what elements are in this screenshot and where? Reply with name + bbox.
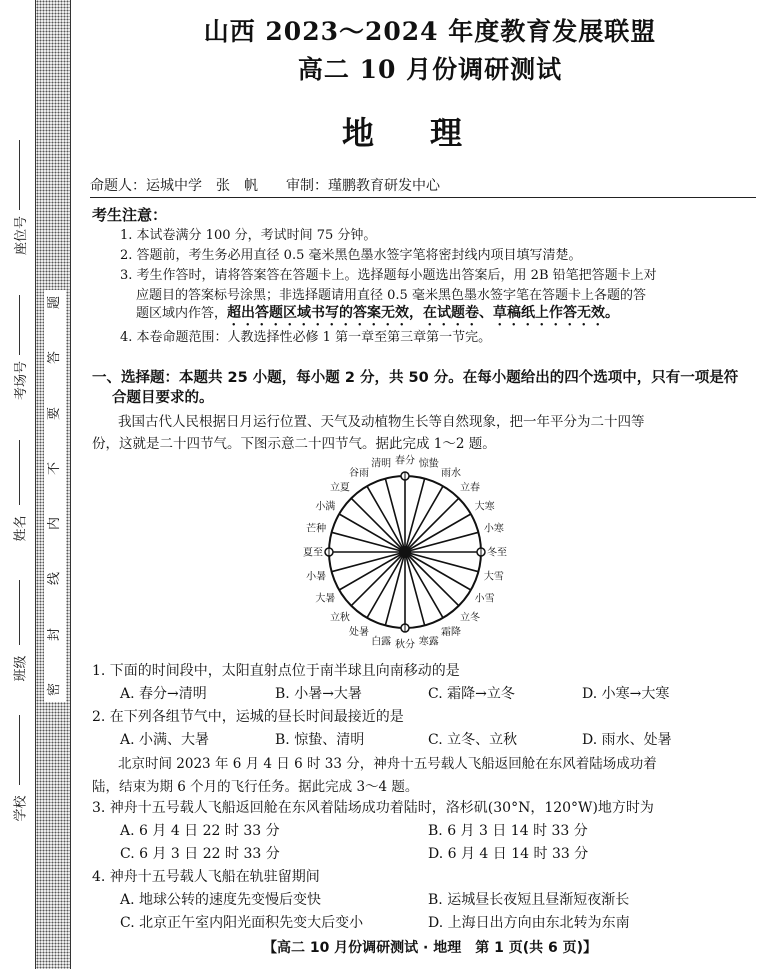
question-1-stem: 1. 下面的时间段中，太阳直射点位于南半球且向南移动的是 bbox=[92, 663, 460, 679]
author-line: 命题人：运城中学 张 帆 审制：瑾鹏教育研发中心 bbox=[90, 178, 440, 194]
question-4-option-a[interactable]: A. 地球公转的速度先变慢后变快 bbox=[120, 892, 322, 908]
seat-number-field[interactable] bbox=[8, 140, 30, 261]
term-label: 霜降 bbox=[441, 627, 461, 639]
term-label: 雨水 bbox=[441, 467, 461, 479]
question-4-option-c[interactable]: C. 北京正午室内阳光面积先变大后变小 bbox=[120, 915, 364, 931]
page-footer: 【高二 10 月份调研测试 · 地理 第 1 页(共 6 页)】 bbox=[262, 940, 598, 956]
question-2-stem: 2. 在下列各组节气中，运城的昼长时间最接近的是 bbox=[92, 709, 404, 725]
term-label: 秋分 bbox=[395, 639, 415, 651]
term-label: 小暑 bbox=[306, 571, 327, 583]
name-field[interactable] bbox=[8, 440, 30, 552]
question-2-option-d[interactable]: D. 雨水、处暑 bbox=[582, 732, 672, 748]
notice-emphasis: 超出答题区域书写的答案无效，在试题卷、草稿纸上作答无效。 bbox=[227, 305, 620, 321]
notice-item-continued bbox=[136, 302, 619, 329]
term-label: 夏至 bbox=[303, 547, 323, 559]
term-label: 大暑 bbox=[315, 593, 336, 605]
subject-title: 地理 bbox=[341, 114, 518, 152]
question-3-option-b[interactable]: B. 6 月 3 日 14 时 33 分 bbox=[428, 823, 588, 839]
notice-item: 4. 本卷命题范围：人教选择性必修 1 第一章至第三章第一节完。 bbox=[120, 330, 492, 345]
term-label: 小寒 bbox=[483, 523, 504, 535]
term-label: 大寒 bbox=[474, 501, 495, 513]
term-label: 寒露 bbox=[418, 636, 439, 648]
question-1-option-c[interactable]: C. 霜降→立冬 bbox=[428, 686, 515, 702]
term-label: 小雪 bbox=[474, 593, 495, 605]
term-spoke bbox=[385, 479, 405, 552]
question-1-option-a[interactable]: A. 春分→清明 bbox=[120, 686, 207, 702]
term-label: 春分 bbox=[395, 455, 415, 467]
sun-center bbox=[399, 546, 411, 558]
notice-item: 3. 考生作答时，请将答案答在答题卡上。选择题每小题选出答案后，用 2B 铅笔把答题卡上对 bbox=[120, 268, 657, 283]
passage-2: 陆，结束为期 6 个月的飞行任务。据此完成 3～4 题。 bbox=[92, 779, 419, 795]
term-label: 立春 bbox=[460, 482, 481, 494]
exam-subtitle: 高二 10 月份调研测试 bbox=[297, 55, 563, 84]
seal-char: 不 bbox=[47, 461, 63, 475]
question-4-option-b[interactable]: B. 运城昼长夜短且昼渐短夜渐长 bbox=[428, 892, 630, 908]
term-spoke bbox=[332, 532, 405, 552]
seal-warning bbox=[44, 290, 66, 702]
term-label: 处暑 bbox=[349, 627, 369, 639]
term-label: 立夏 bbox=[329, 482, 350, 494]
notice-item: 2. 答题前，考生务必用直径 0.5 毫米黑色墨水签字笔将密封线内项目填写清楚。 bbox=[120, 248, 582, 263]
question-1-option-b[interactable]: B. 小暑→大暑 bbox=[275, 686, 362, 702]
question-2-option-a[interactable]: A. 小满、大暑 bbox=[120, 732, 210, 748]
question-2-option-c[interactable]: C. 立冬、立秋 bbox=[428, 732, 518, 748]
exam-room-label: 考场号 bbox=[13, 360, 29, 401]
notice-text: 题区域内作答， bbox=[136, 306, 228, 321]
school-label: 学校 bbox=[13, 795, 29, 822]
question-1-option-d[interactable]: D. 小寒→大寒 bbox=[582, 686, 670, 702]
binding-line-right bbox=[70, 0, 71, 969]
seal-char: 密 bbox=[47, 682, 63, 696]
header-divider bbox=[90, 197, 756, 198]
seal-char: 题 bbox=[47, 295, 63, 310]
term-spoke bbox=[405, 479, 425, 552]
seat-number-label: 座位号 bbox=[13, 215, 29, 256]
term-spoke bbox=[332, 552, 405, 572]
seal-char: 内 bbox=[47, 517, 63, 531]
passage-2: 北京时间 2023 年 6 月 4 日 6 时 33 分，神舟十五号载人飞船返回舱在东风着陆场成功着 bbox=[118, 756, 657, 772]
exam-title: 山西 2023～2024 年度教育发展联盟 bbox=[203, 17, 657, 46]
notice-title: 考生注意： bbox=[92, 206, 168, 224]
term-label: 白露 bbox=[371, 636, 392, 648]
section-heading-continued: 合题目要求的。 bbox=[112, 390, 214, 406]
name-label: 姓名 bbox=[13, 515, 29, 542]
exam-room-field[interactable] bbox=[8, 295, 30, 406]
notice-item-continued: 应题目的答案标号涂黑；非选择题请用直径 0.5 毫米黑色墨水签字笔在答题卡上各题的答 bbox=[136, 288, 646, 303]
term-label: 冬至 bbox=[487, 547, 507, 559]
term-label: 清明 bbox=[371, 458, 392, 470]
seal-char: 封 bbox=[47, 627, 63, 641]
question-3-stem: 3. 神舟十五号载人飞船返回舱在东风着陆场成功着陆时，洛杉矶(30°N，120°W)地方时为 bbox=[92, 800, 654, 816]
seal-char: 答 bbox=[47, 351, 63, 365]
seal-char: 线 bbox=[47, 572, 63, 586]
section-heading: 一、选择题：本题共 25 小题，每小题 2 分，共 50 分。在每小题给出的四个选项中，只有一项是符 bbox=[92, 370, 739, 386]
intro-paragraph: 我国古代人民根据日月运行位置、天气及动植物生长等自然现象，把一年平分为二十四等 bbox=[118, 414, 645, 430]
term-spoke bbox=[405, 532, 478, 552]
question-4-option-d[interactable]: D. 上海日出方向由东北转为东南 bbox=[428, 915, 630, 931]
term-label: 立冬 bbox=[460, 612, 481, 624]
class-label: 班级 bbox=[13, 655, 29, 682]
term-spoke bbox=[385, 552, 405, 625]
notice-item: 1. 本试卷满分 100 分，考试时间 75 分钟。 bbox=[120, 228, 377, 243]
intro-paragraph: 份，这就是二十四节气。下图示意二十四节气。据此完成 1～2 题。 bbox=[92, 436, 496, 452]
seal-char: 要 bbox=[47, 406, 63, 420]
class-field[interactable] bbox=[8, 580, 30, 692]
term-spoke bbox=[405, 552, 478, 572]
school-field[interactable] bbox=[8, 715, 30, 832]
binding-line-left bbox=[35, 0, 36, 969]
solar-terms-diagram bbox=[290, 452, 520, 652]
question-3-option-d[interactable]: D. 6 月 4 日 14 时 33 分 bbox=[428, 846, 589, 862]
term-label: 小满 bbox=[315, 501, 336, 513]
question-3-option-c[interactable]: C. 6 月 3 日 22 时 33 分 bbox=[120, 846, 280, 862]
question-2-option-b[interactable]: B. 惊蛰、清明 bbox=[275, 732, 365, 748]
term-label: 大雪 bbox=[483, 571, 504, 583]
term-label: 立秋 bbox=[329, 612, 350, 624]
question-4-stem: 4. 神舟十五号载人飞船在轨驻留期间 bbox=[92, 869, 320, 885]
question-3-option-a[interactable]: A. 6 月 4 日 22 时 33 分 bbox=[120, 823, 280, 839]
term-label: 惊蛰 bbox=[418, 458, 439, 470]
term-label: 谷雨 bbox=[349, 467, 369, 479]
term-label: 芒种 bbox=[306, 523, 327, 535]
term-spoke bbox=[405, 552, 425, 625]
